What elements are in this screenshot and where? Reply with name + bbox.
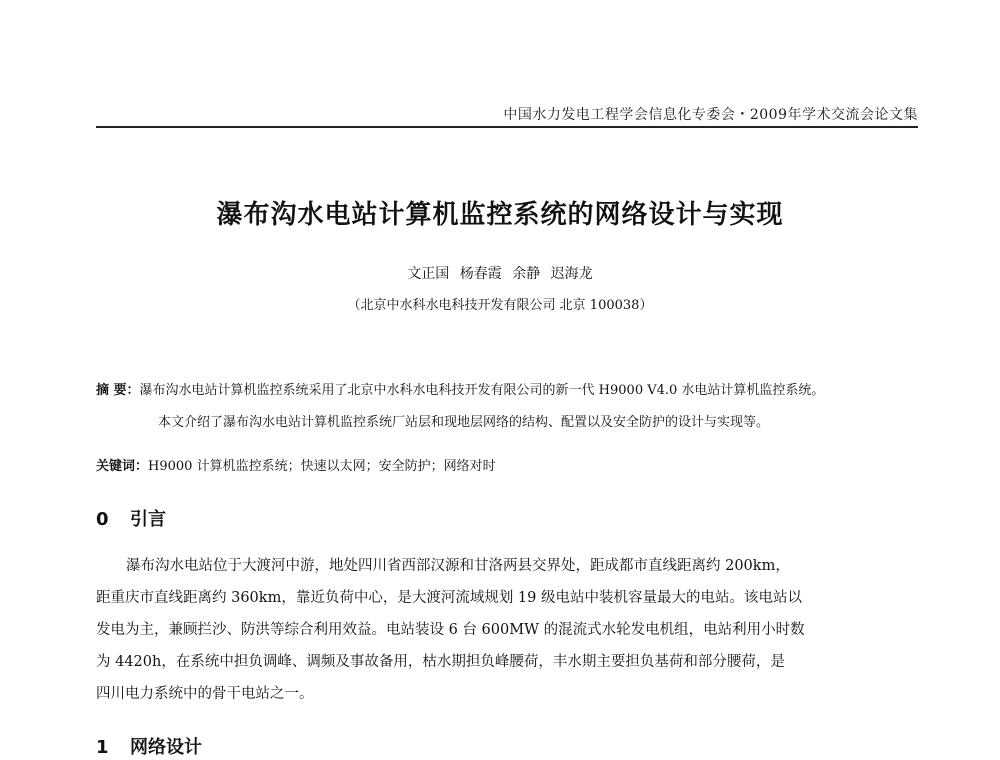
section-title: 引言 <box>130 509 166 530</box>
abstract-text-1: 瀑布沟水电站计算机监控系统采用了北京中水科水电科技开发有限公司的新一代 H9000 V4.0 水电站计算机监控系统。 <box>139 383 825 398</box>
section-number: 0 <box>96 509 109 530</box>
abstract-line-1 <box>96 375 918 407</box>
keywords-text: H9000 计算机监控系统；快速以太网；安全防护；网络对时 <box>148 459 496 474</box>
paper-title: 瀑布沟水电站计算机监控系统的网络设计与实现 <box>216 200 784 230</box>
paragraph-line: 发电为主，兼顾拦沙、防洪等综合利用效益。电站装设 6 台 600MW 的混流式水轮发电机组，电站利用小时数 <box>96 622 805 638</box>
section-heading-intro <box>96 505 166 531</box>
header-rule <box>96 126 918 128</box>
paragraph-line: 四川电力系统中的骨干电站之一。 <box>96 686 314 702</box>
intro-paragraph <box>96 550 918 710</box>
keywords-label: 关键词： <box>96 459 149 474</box>
author-list: 文正国 杨春霞 余静 迟海龙 <box>407 266 593 282</box>
section-heading-network <box>96 733 202 759</box>
keywords <box>96 455 918 474</box>
abstract-label: 摘 要： <box>96 383 140 398</box>
paragraph-line: 瀑布沟水电站位于大渡河中游，地处四川省西部汉源和甘洛两县交界处，距成都市直线距离约 200km， <box>126 558 790 574</box>
affiliation: （北京中水科水电科技开发有限公司 北京 100038） <box>347 298 653 313</box>
paragraph-line: 距重庆市直线距离约 360km，靠近负荷中心，是大渡河流域规划 19 级电站中装机容量最大的电站。该电站以 <box>96 590 802 606</box>
paragraph-line: 为 4420h，在系统中担负调峰、调频及事故备用，枯水期担负峰腰荷，丰水期主要担负基荷和部分腰荷，是 <box>96 654 785 670</box>
abstract-text-2: 本文介绍了瀑布沟水电站计算机监控系统厂站层和现地层网络的结构、配置以及安全防护的设计与实现等。 <box>158 415 770 430</box>
running-header: 中国水力发电工程学会信息化专委会・2009年学术交流会论文集 <box>503 107 918 123</box>
section-title: 网络设计 <box>130 737 202 758</box>
section-number: 1 <box>96 737 109 758</box>
abstract <box>96 375 918 439</box>
